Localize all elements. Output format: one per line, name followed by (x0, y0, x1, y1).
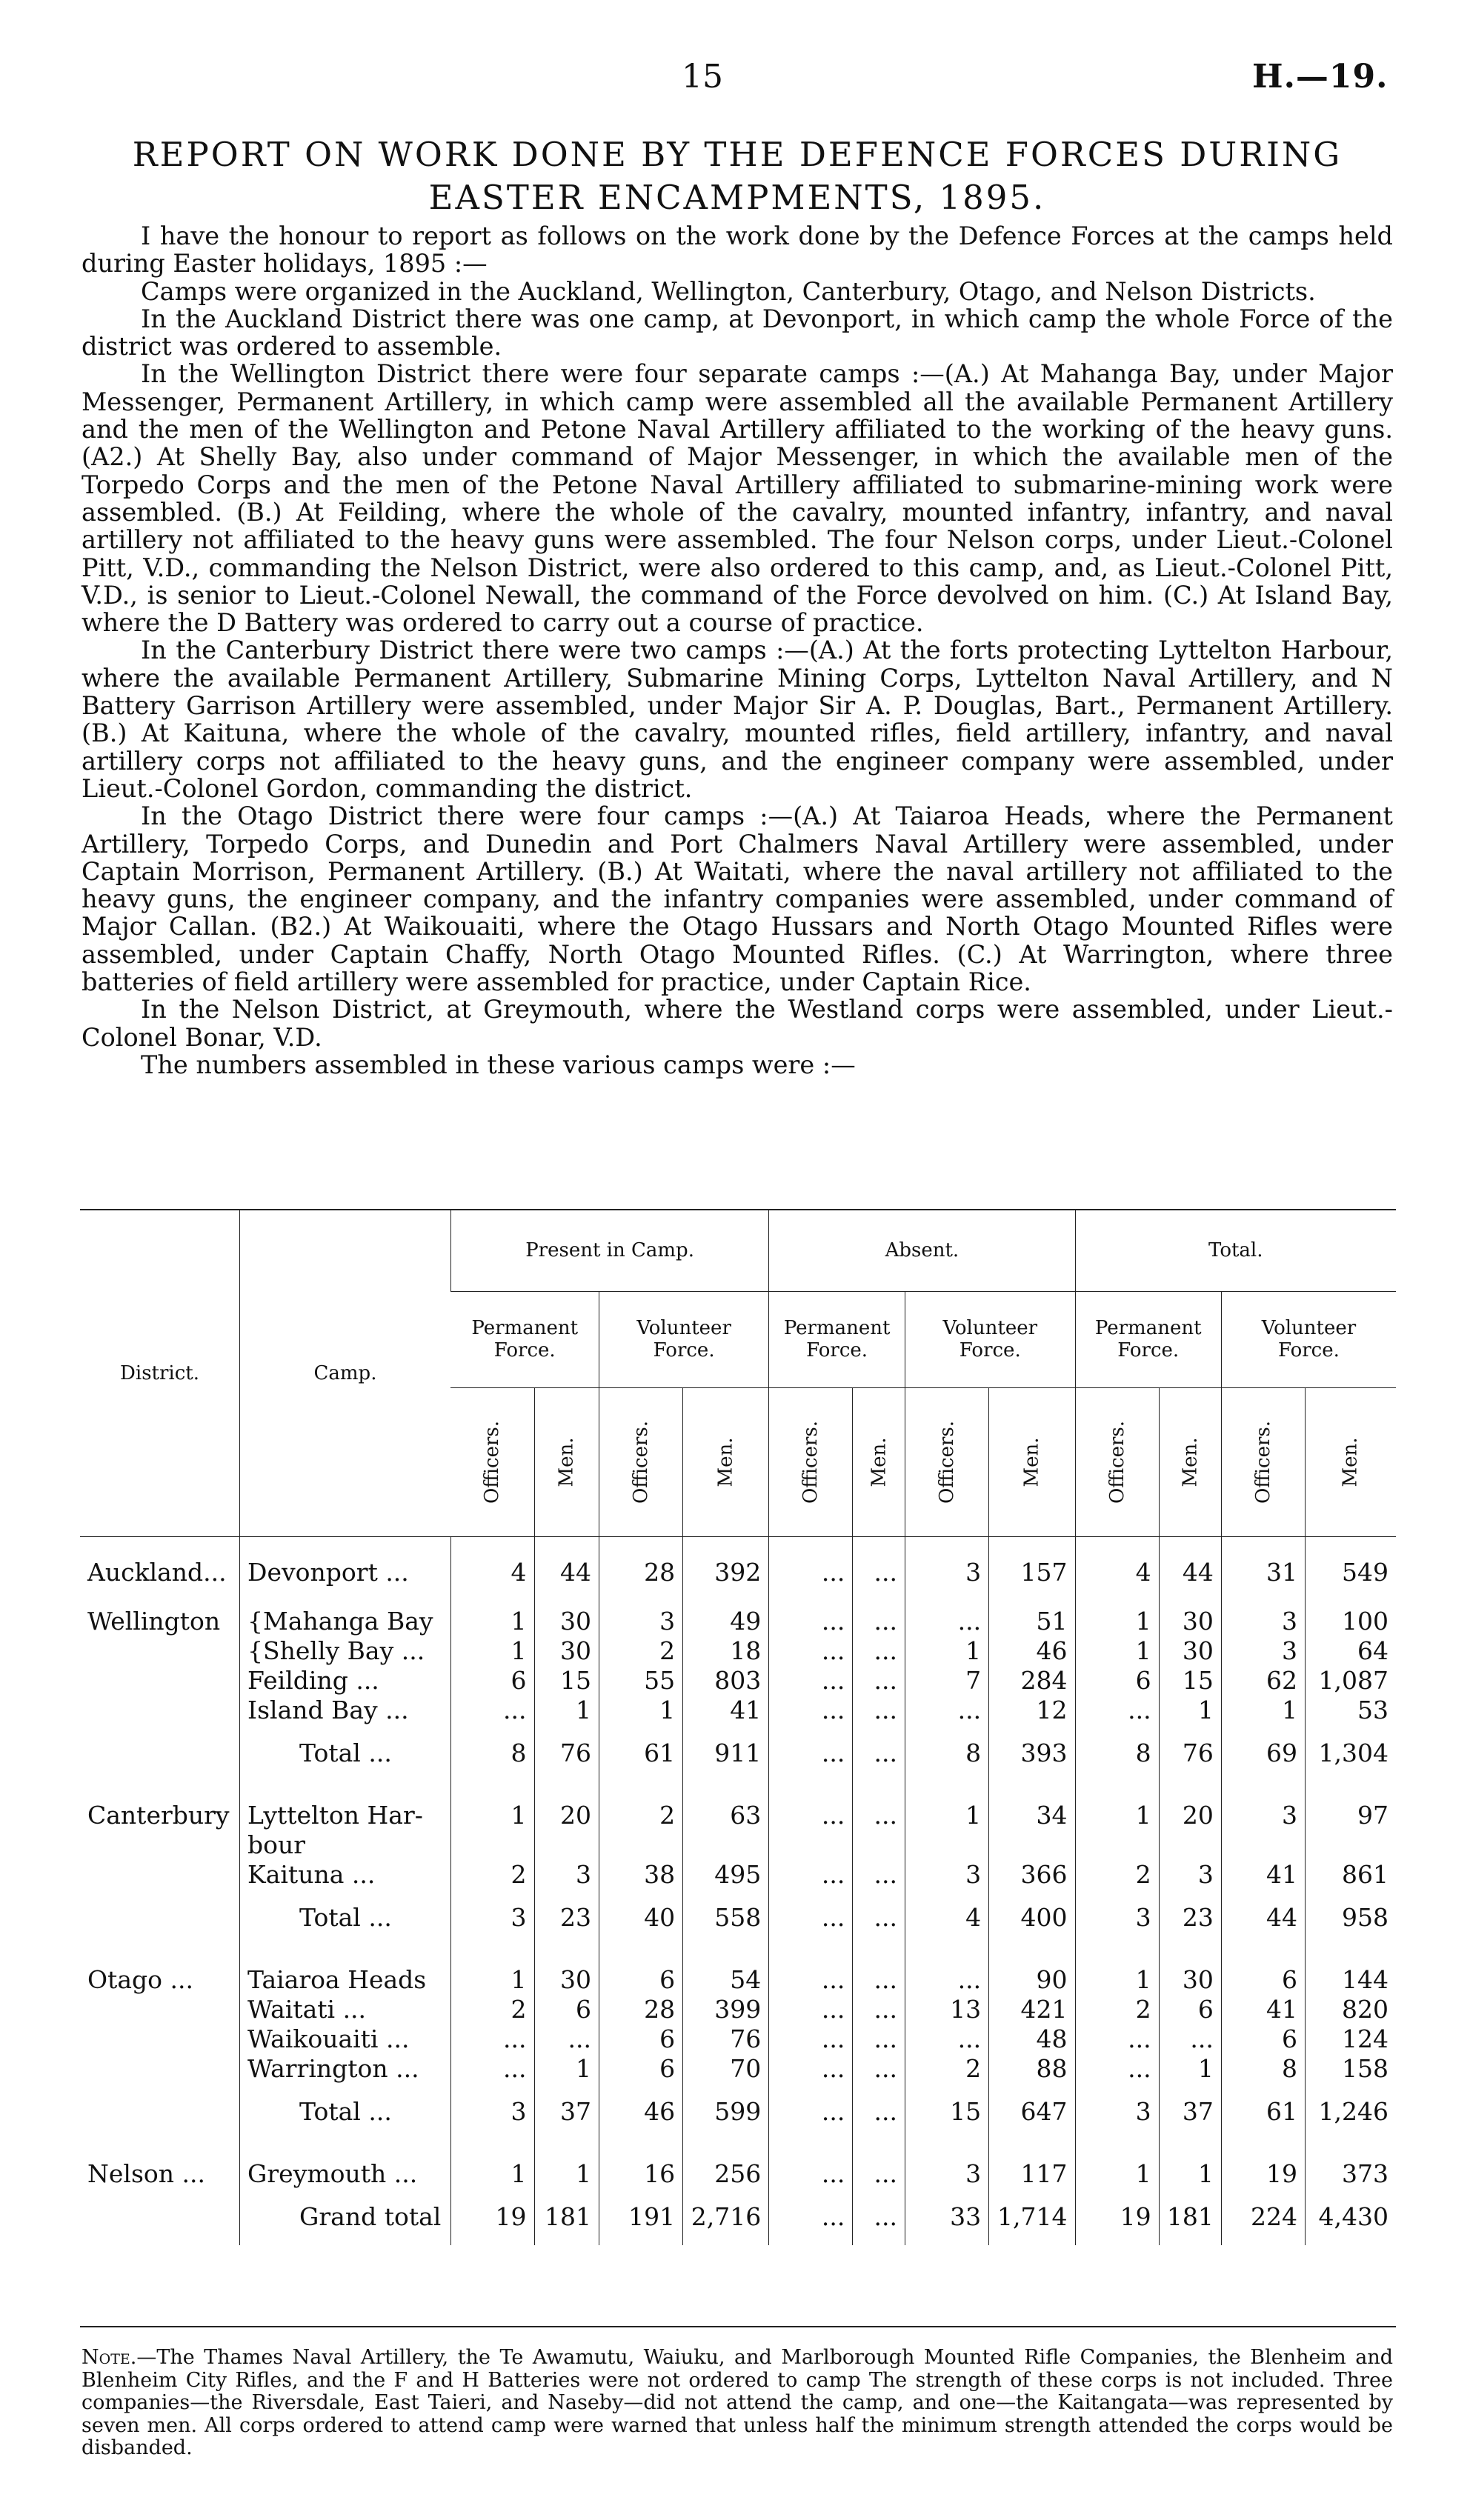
value-cell: ... (853, 1587, 905, 1636)
paragraph: In the Auckland District there was one camp, at Devonport, in which camp the whole Force of the district was ordered to assemble. (82, 304, 1393, 361)
value-cell: 20 (534, 1781, 599, 1830)
value-cell: 48 (989, 2024, 1075, 2054)
value-cell: 2 (905, 2054, 989, 2084)
value-cell: 3 (599, 1587, 683, 1636)
value-cell: 19 (1221, 2140, 1305, 2189)
camp-cell: Grand total (240, 2189, 451, 2245)
district-cell (80, 2054, 240, 2084)
subgroup-header: Permanent Force. (1075, 1291, 1221, 1387)
value-cell: ... (1075, 2024, 1159, 2054)
value-cell: 37 (1159, 2084, 1221, 2140)
column-header-men: Men. (853, 1387, 905, 1536)
table-row (80, 1536, 1396, 1587)
document-reference: H.—19. (1252, 58, 1388, 96)
value-cell: 4 (450, 1536, 534, 1587)
value-cell: ... (853, 1946, 905, 1995)
value-cell: ... (769, 1696, 853, 1725)
table-total-row (80, 1725, 1396, 1781)
value-cell: ... (853, 2054, 905, 2084)
value-cell: 44 (534, 1536, 599, 1587)
value-cell: ... (905, 2024, 989, 2054)
value-cell: ... (769, 1860, 853, 1890)
table-row (80, 2140, 1396, 2189)
value-cell: ... (1159, 2024, 1221, 2054)
value-cell: 6 (599, 2054, 683, 2084)
value-cell: ... (905, 1587, 989, 1636)
district-cell: Wellington (87, 1606, 221, 1636)
value-cell: 19 (1075, 2189, 1159, 2245)
value-cell: ... (450, 1696, 534, 1725)
value-cell: 958 (1306, 1890, 1397, 1946)
value-cell: 6 (1159, 1995, 1221, 2024)
value-cell: 599 (683, 2084, 769, 2140)
value-cell: 6 (534, 1995, 599, 2024)
value-cell: 256 (683, 2140, 769, 2189)
value-cell (989, 1830, 1075, 1860)
value-cell: 63 (683, 1781, 769, 1830)
table-row (80, 1666, 1396, 1696)
value-cell: 34 (989, 1781, 1075, 1830)
district-cell: Otago ... (87, 1964, 193, 1994)
camp-cell: Total ... (240, 2084, 451, 2140)
paragraph: In the Otago District there were four camps :—(A.) At Taiaroa Heads, where the Permanent Artillery, Torpedo Corps, and Dunedin and Port Chalmers Naval Artillery were assembled, under Captain Morrison, Permanent Artillery. (B.) At Waitati, where the naval artillery not affiliated to the heavy guns, the engineer company, and the infantry companies were assembled, under command of Major Callan. (B2.) At Waikouaiti, where the Otago Hussars and North Otago Mounted Rifles were assembled, under Captain Chaffy, North Otago Mounted Rifles. (C.) At Warrington, where three batteries of field artillery were assembled for practice, under Captain Rice. (82, 801, 1393, 997)
value-cell: 1 (1159, 1696, 1221, 1725)
camp-cell: Taiaroa Heads (240, 1946, 451, 1995)
value-cell: 6 (599, 2024, 683, 2054)
subgroup-header: Volunteer Force. (1221, 1291, 1396, 1387)
column-header-officers: Officers. (1221, 1387, 1305, 1536)
value-cell: 157 (989, 1536, 1075, 1587)
page-number: 15 (682, 58, 723, 96)
camp-numbers-table (80, 1209, 1396, 2245)
value-cell: 4,430 (1306, 2189, 1397, 2245)
value-cell: 41 (1221, 1995, 1305, 2024)
column-header-officers: Officers. (905, 1387, 989, 1536)
paragraph: In the Wellington District there were four separate camps :—(A.) At Mahanga Bay, under Major Messenger, Permanent Artillery, in which camp were assembled all the available Permanent Artillery and the men of the Wellington and Petone Naval Artillery affiliated to the working of the heavy guns. (A2.) At Shelly Bay, also under command of Major Messenger, in which the available men of the Torpedo Corps and the men of the Petone Naval Artillery affiliated to submarine-mining work were assembled. (B.) At Feilding, where the whole of the cavalry, mounted infantry, infantry, and naval artillery not affiliated to the heavy guns were assembled. The four Nelson corps, under Lieut.-Colonel Pitt, V.D., commanding the Nelson District, were also ordered to this camp, and, as Lieut.-Colonel Pitt, V.D., is senior to Lieut.-Colonel Newall, the command of the Force devolved on him. (C.) At Island Bay, where the D Battery was ordered to carry out a course of practice. (82, 359, 1393, 638)
value-cell: 2 (1075, 1995, 1159, 2024)
value-cell: 1 (1075, 1946, 1159, 1995)
value-cell: 2 (450, 1995, 534, 2024)
group-header-absent: Absent. (769, 1210, 1075, 1291)
value-cell: ... (450, 2054, 534, 2084)
value-cell: 44 (1159, 1536, 1221, 1587)
value-cell: ... (769, 1636, 853, 1666)
value-cell: 76 (683, 2024, 769, 2054)
value-cell: 88 (989, 2054, 1075, 2084)
value-cell: 4 (905, 1890, 989, 1946)
value-cell: 7 (905, 1666, 989, 1696)
table-row (80, 1696, 1396, 1725)
value-cell: 820 (1306, 1995, 1397, 2024)
value-cell: 76 (1159, 1725, 1221, 1781)
value-cell: 3 (1159, 1860, 1221, 1890)
value-cell: 8 (1221, 2054, 1305, 2084)
camp-cell: bour (240, 1830, 451, 1860)
subgroup-header: Volunteer Force. (905, 1291, 1076, 1387)
value-cell: 181 (1159, 2189, 1221, 2245)
district-cell (80, 1830, 240, 1860)
value-cell: ... (769, 2084, 853, 2140)
value-cell: 15 (534, 1666, 599, 1696)
value-cell: 1 (450, 1636, 534, 1666)
camp-cell: {Mahanga Bay (240, 1587, 451, 1636)
value-cell: 1 (1075, 1636, 1159, 1666)
value-cell: 393 (989, 1725, 1075, 1781)
district-cell (80, 1860, 240, 1890)
value-cell: 61 (1221, 2084, 1305, 2140)
value-cell (1159, 1830, 1221, 1860)
report-title-line-1: REPORT ON WORK DONE BY THE DEFENCE FORCES DURING (132, 135, 1343, 174)
value-cell: 400 (989, 1890, 1075, 1946)
report-body (82, 222, 1393, 1079)
value-cell: 2 (599, 1636, 683, 1666)
table-row (80, 1636, 1396, 1666)
value-cell: ... (853, 1725, 905, 1781)
district-cell (80, 2084, 240, 2140)
value-cell: 647 (989, 2084, 1075, 2140)
column-header-officers: Officers. (450, 1387, 534, 1536)
footnote-text: —The Thames Naval Artillery, the Te Awamutu, Waiuku, and Marlborough Mounted Rifle Companies, the Blenheim and Blenheim City Rifles, and the F and H Batteries were not ordered to camp The strength of these corps is not included. Three companies—the Riversdale, East Taieri, and Naseby—did not attend the camp, and one—the Kaitangata—was represented by seven men. All corps ordered to attend camp were warned that unless half the minimum strength attended the corps would be disbanded. (82, 2346, 1393, 2459)
group-header-total: Total. (1075, 1210, 1396, 1291)
report-title-line-2: EASTER ENCAMPMENTS, 1895. (428, 178, 1046, 217)
value-cell: 53 (1306, 1696, 1397, 1725)
value-cell: 30 (534, 1946, 599, 1995)
value-cell (1221, 1830, 1305, 1860)
report-title (74, 133, 1400, 219)
value-cell: 3 (1075, 2084, 1159, 2140)
paragraph: In the Nelson District, at Greymouth, where the Westland corps were assembled, under Lieut.-Colonel Bonar, V.D. (82, 995, 1393, 1052)
value-cell: 1 (534, 2054, 599, 2084)
value-cell: 30 (1159, 1636, 1221, 1666)
value-cell: 1 (450, 1781, 534, 1830)
value-cell: ... (905, 1946, 989, 1995)
value-cell: 2 (599, 1781, 683, 1830)
value-cell: 23 (534, 1890, 599, 1946)
value-cell: ... (853, 1890, 905, 1946)
value-cell: 18 (683, 1636, 769, 1666)
value-cell: 15 (1159, 1666, 1221, 1696)
value-cell: 3 (534, 1860, 599, 1890)
value-cell: 3 (905, 1860, 989, 1890)
value-cell: 6 (599, 1946, 683, 1995)
subgroup-header: Permanent Force. (450, 1291, 599, 1387)
value-cell: 30 (1159, 1587, 1221, 1636)
value-cell: ... (769, 2024, 853, 2054)
value-cell: 495 (683, 1860, 769, 1890)
column-header-officers: Officers. (769, 1387, 853, 1536)
column-header-officers: Officers. (599, 1387, 683, 1536)
value-cell: 23 (1159, 1890, 1221, 1946)
value-cell: 55 (599, 1666, 683, 1696)
table-row (80, 2054, 1396, 2084)
value-cell: 1 (534, 1696, 599, 1725)
value-cell: 31 (1221, 1536, 1305, 1587)
paragraph: Camps were organized in the Auckland, Wellington, Canterbury, Otago, and Nelson Districts. (141, 276, 1316, 306)
value-cell: 549 (1306, 1536, 1397, 1587)
value-cell: ... (853, 1995, 905, 2024)
value-cell: 373 (1306, 2140, 1397, 2189)
camp-cell: Kaituna ... (240, 1860, 451, 1890)
value-cell: 1 (1221, 1696, 1305, 1725)
value-cell: 1 (1075, 1781, 1159, 1830)
district-cell (80, 1666, 240, 1696)
value-cell: 1 (599, 1696, 683, 1725)
value-cell: 2 (450, 1860, 534, 1890)
group-header-present: Present in Camp. (450, 1210, 768, 1291)
district-cell: Auckland... (87, 1557, 227, 1587)
value-cell: 124 (1306, 2024, 1397, 2054)
value-cell: ... (769, 1587, 853, 1636)
value-cell: 76 (534, 1725, 599, 1781)
column-header-men: Men. (989, 1387, 1075, 1536)
column-header-men: Men. (1159, 1387, 1221, 1536)
camp-cell: Feilding ... (240, 1666, 451, 1696)
column-header-men: Men. (1306, 1387, 1397, 1536)
value-cell: 3 (905, 2140, 989, 2189)
value-cell: 6 (1221, 1946, 1305, 1995)
value-cell: ... (769, 1781, 853, 1830)
value-cell: 421 (989, 1995, 1075, 2024)
value-cell: 12 (989, 1696, 1075, 1725)
value-cell: 3 (450, 2084, 534, 2140)
value-cell: 97 (1306, 1781, 1397, 1830)
district-cell (80, 1890, 240, 1946)
value-cell: 20 (1159, 1781, 1221, 1830)
table-row (80, 1830, 1396, 1860)
table-total-row (80, 1890, 1396, 1946)
value-cell: 13 (905, 1995, 989, 2024)
value-cell: 41 (1221, 1860, 1305, 1890)
value-cell: 861 (1306, 1860, 1397, 1890)
value-cell: ... (905, 1696, 989, 1725)
table-row (80, 2024, 1396, 2054)
value-cell: 41 (683, 1696, 769, 1725)
value-cell: 8 (450, 1725, 534, 1781)
value-cell: ... (769, 2189, 853, 2245)
value-cell: 1,087 (1306, 1666, 1397, 1696)
value-cell: 3 (1221, 1587, 1305, 1636)
value-cell: 366 (989, 1860, 1075, 1890)
value-cell (599, 1830, 683, 1860)
district-cell (80, 2024, 240, 2054)
value-cell: 1 (450, 2140, 534, 2189)
value-cell: ... (853, 2140, 905, 2189)
column-header-men: Men. (683, 1387, 769, 1536)
value-cell: ... (1075, 2054, 1159, 2084)
paragraph: I have the honour to report as follows on the work done by the Defence Forces at the camps held during Easter holidays, 1895 :— (82, 221, 1393, 279)
value-cell: ... (450, 2024, 534, 2054)
footnote-label: Note. (82, 2346, 137, 2369)
value-cell: 6 (450, 1666, 534, 1696)
value-cell: 2,716 (683, 2189, 769, 2245)
value-cell: 3 (1075, 1890, 1159, 1946)
value-cell (1075, 1830, 1159, 1860)
value-cell (534, 1830, 599, 1860)
table-row (80, 1860, 1396, 1890)
value-cell: 1 (1159, 2054, 1221, 2084)
value-cell: 1 (1075, 1587, 1159, 1636)
value-cell: ... (853, 1696, 905, 1725)
table-total-row (80, 2189, 1396, 2245)
value-cell: 158 (1306, 2054, 1397, 2084)
value-cell: ... (853, 1536, 905, 1587)
value-cell: 62 (1221, 1666, 1305, 1696)
value-cell: 4 (1075, 1536, 1159, 1587)
value-cell (769, 1830, 853, 1860)
table-row (80, 1587, 1396, 1636)
value-cell: 8 (1075, 1725, 1159, 1781)
value-cell: 1 (1075, 2140, 1159, 2189)
value-cell: ... (769, 2054, 853, 2084)
value-cell: 70 (683, 2054, 769, 2084)
value-cell: 37 (534, 2084, 599, 2140)
value-cell: ... (853, 1781, 905, 1830)
district-cell (80, 1696, 240, 1725)
value-cell: ... (769, 1995, 853, 2024)
value-cell: 6 (1221, 2024, 1305, 2054)
column-header-camp: Camp. (240, 1210, 451, 1536)
value-cell: 1 (905, 1636, 989, 1666)
camp-cell: {Shelly Bay ... (240, 1636, 451, 1666)
value-cell: ... (769, 1890, 853, 1946)
value-cell: 28 (599, 1995, 683, 2024)
subgroup-header: Permanent Force. (769, 1291, 905, 1387)
value-cell (853, 1830, 905, 1860)
district-cell (80, 2189, 240, 2245)
value-cell: 3 (1221, 1781, 1305, 1830)
value-cell: 1 (450, 1587, 534, 1636)
value-cell: 1 (450, 1946, 534, 1995)
value-cell: 1,714 (989, 2189, 1075, 2245)
camp-cell: Devonport ... (240, 1536, 451, 1587)
value-cell: 28 (599, 1536, 683, 1587)
value-cell: 3 (450, 1890, 534, 1946)
value-cell: 1 (534, 2140, 599, 2189)
value-cell: 191 (599, 2189, 683, 2245)
value-cell: 6 (1075, 1666, 1159, 1696)
value-cell: 49 (683, 1587, 769, 1636)
footnote (82, 2347, 1393, 2460)
value-cell (1306, 1830, 1397, 1860)
value-cell: ... (769, 1725, 853, 1781)
value-cell: 33 (905, 2189, 989, 2245)
value-cell: 30 (1159, 1946, 1221, 1995)
subgroup-header: Volunteer Force. (599, 1291, 769, 1387)
value-cell: 90 (989, 1946, 1075, 1995)
column-header-officers: Officers. (1075, 1387, 1159, 1536)
value-cell: 40 (599, 1890, 683, 1946)
value-cell: 3 (1221, 1636, 1305, 1666)
value-cell: 54 (683, 1946, 769, 1995)
value-cell: ... (534, 2024, 599, 2054)
camp-cell: Waitati ... (240, 1995, 451, 2024)
value-cell: 30 (534, 1587, 599, 1636)
value-cell: 558 (683, 1890, 769, 1946)
value-cell: 392 (683, 1536, 769, 1587)
value-cell: 16 (599, 2140, 683, 2189)
value-cell: 64 (1306, 1636, 1397, 1666)
value-cell: 3 (905, 1536, 989, 1587)
value-cell: 69 (1221, 1725, 1305, 1781)
value-cell: ... (853, 2024, 905, 2054)
value-cell: 803 (683, 1666, 769, 1696)
table-row (80, 1995, 1396, 2024)
value-cell: ... (853, 2084, 905, 2140)
district-cell: Canterbury (87, 1800, 230, 1830)
value-cell: 117 (989, 2140, 1075, 2189)
value-cell: 38 (599, 1860, 683, 1890)
value-cell: ... (769, 1536, 853, 1587)
value-cell: ... (853, 1666, 905, 1696)
value-cell: 100 (1306, 1587, 1397, 1636)
value-cell: 61 (599, 1725, 683, 1781)
table-total-row (80, 2084, 1396, 2140)
district-cell (80, 1995, 240, 2024)
value-cell: 181 (534, 2189, 599, 2245)
paragraph: The numbers assembled in these various camps were :— (141, 1050, 856, 1079)
value-cell: 284 (989, 1666, 1075, 1696)
value-cell: ... (769, 1666, 853, 1696)
value-cell: 1 (1159, 2140, 1221, 2189)
table-body (80, 1536, 1396, 2245)
table-bottom-rule (80, 2326, 1396, 2327)
camp-cell: Waikouaiti ... (240, 2024, 451, 2054)
district-cell (80, 1725, 240, 1781)
value-cell: 2 (1075, 1860, 1159, 1890)
value-cell: 1,304 (1306, 1725, 1397, 1781)
value-cell: 8 (905, 1725, 989, 1781)
value-cell: 44 (1221, 1890, 1305, 1946)
camp-cell: Greymouth ... (240, 2140, 451, 2189)
column-header-men: Men. (534, 1387, 599, 1536)
camp-cell: Lyttelton Har- (240, 1781, 451, 1830)
value-cell: 144 (1306, 1946, 1397, 1995)
value-cell: 1 (905, 1781, 989, 1830)
column-header-district: District. (80, 1210, 240, 1536)
camp-cell: Island Bay ... (240, 1696, 451, 1725)
value-cell: 15 (905, 2084, 989, 2140)
value-cell: ... (853, 1636, 905, 1666)
value-cell: ... (769, 2140, 853, 2189)
table-row (80, 1781, 1396, 1830)
value-cell: 46 (989, 1636, 1075, 1666)
camp-cell: Warrington ... (240, 2054, 451, 2084)
value-cell: ... (853, 1860, 905, 1890)
value-cell: 30 (534, 1636, 599, 1666)
value-cell: 224 (1221, 2189, 1305, 2245)
camp-cell: Total ... (240, 1890, 451, 1946)
paragraph: In the Canterbury District there were two camps :—(A.) At the forts protecting Lyttelton Harbour, where the available Permanent Artillery, Submarine Mining Corps, Lyttelton Naval Artillery, and N Battery Garrison Artillery were assembled, under Major Sir A. P. Douglas, Bart., Permanent Artillery. (B.) At Kaituna, where the whole of the cavalry, mounted rifles, field artillery, infantry, and naval artillery corps not affiliated to the heavy guns, and the engineer company were assembled, under Lieut.-Colonel Gordon, commanding the district. (82, 636, 1393, 803)
value-cell: 46 (599, 2084, 683, 2140)
value-cell: 1,246 (1306, 2084, 1397, 2140)
value-cell: 399 (683, 1995, 769, 2024)
value-cell: 911 (683, 1725, 769, 1781)
camp-cell: Total ... (240, 1725, 451, 1781)
value-cell (450, 1830, 534, 1860)
value-cell: ... (1075, 1696, 1159, 1725)
value-cell: ... (769, 1946, 853, 1995)
value-cell: ... (853, 2189, 905, 2245)
value-cell (905, 1830, 989, 1860)
value-cell: 51 (989, 1587, 1075, 1636)
district-cell (80, 1636, 240, 1666)
table-row (80, 1946, 1396, 1995)
value-cell: 19 (450, 2189, 534, 2245)
value-cell (683, 1830, 769, 1860)
district-cell: Nelson ... (87, 2159, 205, 2188)
